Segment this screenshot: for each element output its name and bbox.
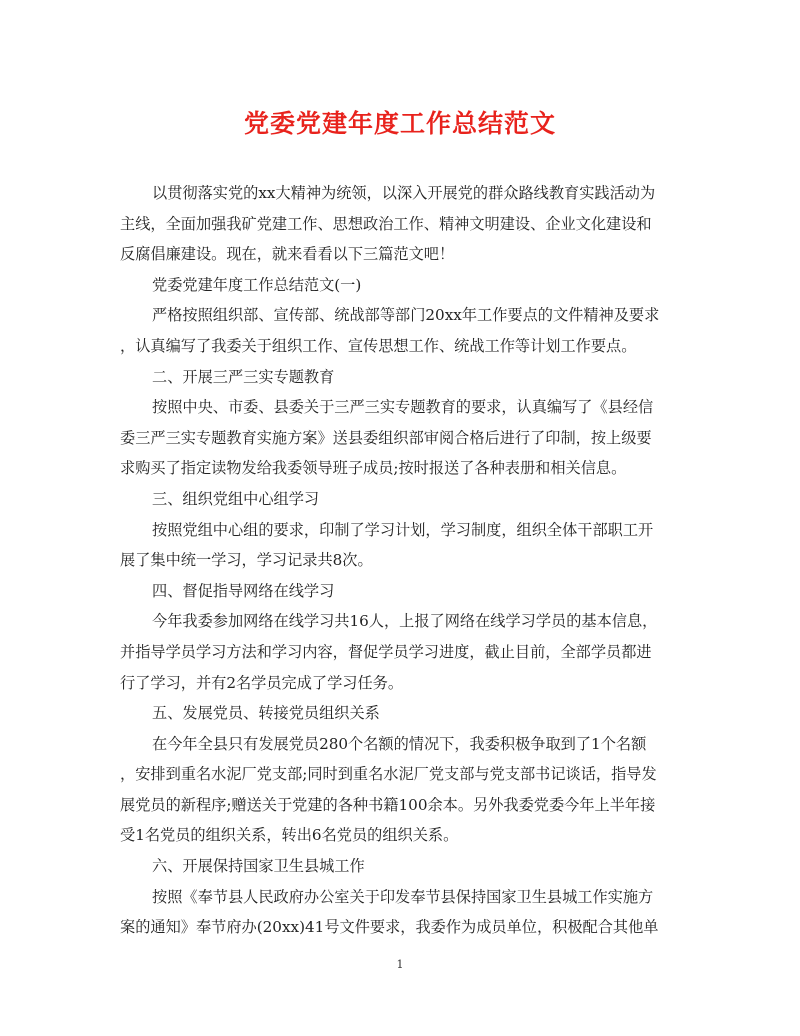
text-line: 展党员的新程序;赠送关于党建的各种书籍100余本。另外我委党委今年上半年接 — [120, 795, 656, 814]
text-line: ，认真编写了我委关于组织工作、宣传思想工作、统战工作等计划工作要点。 — [120, 336, 637, 355]
document-title: 党委党建年度工作总结范文 — [243, 109, 556, 138]
text-line: 在今年全县只有发展党员280个名额的情况下，我委积极争取到了1个名额 — [152, 734, 647, 753]
text-line: 按照党组中心组的要求，印制了学习计划，学习制度，组织全体干部职工开 — [152, 520, 654, 539]
text-line: 按照中央、市委、县委关于三严三实专题教育的要求，认真编写了《县经信 — [152, 398, 654, 417]
text-line: 严格按照组织部、宣传部、统战部等部门20xx年工作要点的文件精神及要求 — [152, 306, 660, 325]
text-line: 展了集中统一学习，学习记录共8次。 — [120, 551, 373, 570]
text-line: 受1名党员的组织关系，转出6名党员的组织关系。 — [120, 826, 459, 845]
text-line: 委三严三实专题教育实施方案》送县委组织部审阅合格后进行了印制，按上级要 — [120, 428, 652, 447]
text-line: 四、督促指导网络在线学习 — [152, 581, 335, 600]
text-line: 案的通知》奉节府办(20xx)41号文件要求，我委作为成员单位，积极配合其他单 — [120, 918, 659, 937]
text-line: 反腐倡廉建设。现在，就来看看以下三篇范文吧！ — [120, 245, 455, 264]
text-line: 党委党建年度工作总结范文(一) — [152, 275, 362, 294]
document-body — [120, 178, 680, 943]
text-line: 二、开展三严三实专题教育 — [152, 367, 335, 386]
page-number: 1 — [396, 958, 404, 971]
text-line: 以贯彻落实党的xx大精神为统领，以深入开展党的群众路线教育实践活动为 — [152, 184, 656, 202]
text-line: 并指导学员学习方法和学习内容，督促学员学习进度，截止目前，全部学员都进 — [120, 642, 652, 661]
text-line: 六、开展保持国家卫生县城工作 — [152, 857, 365, 876]
text-line: 按照《奉节县人民政府办公室关于印发奉节县保持国家卫生县城工作实施方 — [152, 887, 654, 906]
text-line: 主线，全面加强我矿党建工作、思想政治工作、精神文明建设、企业文化建设和 — [120, 214, 652, 233]
text-line: 三、组织党组中心组学习 — [152, 489, 320, 508]
text-line: 五、发展党员、转接党员组织关系 — [152, 704, 380, 723]
text-line: 行了学习，并有2名学员完成了学习任务。 — [120, 673, 404, 692]
text-line: 求购买了指定读物发给我委领导班子成员;按时报送了各种表册和相关信息。 — [120, 459, 627, 478]
text-line: 今年我委参加网络在线学习共16人，上报了网络在线学习学员的基本信息， — [152, 612, 658, 631]
text-line: ，安排到重名水泥厂党支部;同时到重名水泥厂党支部与党支部书记谈话，指导发 — [120, 765, 657, 784]
